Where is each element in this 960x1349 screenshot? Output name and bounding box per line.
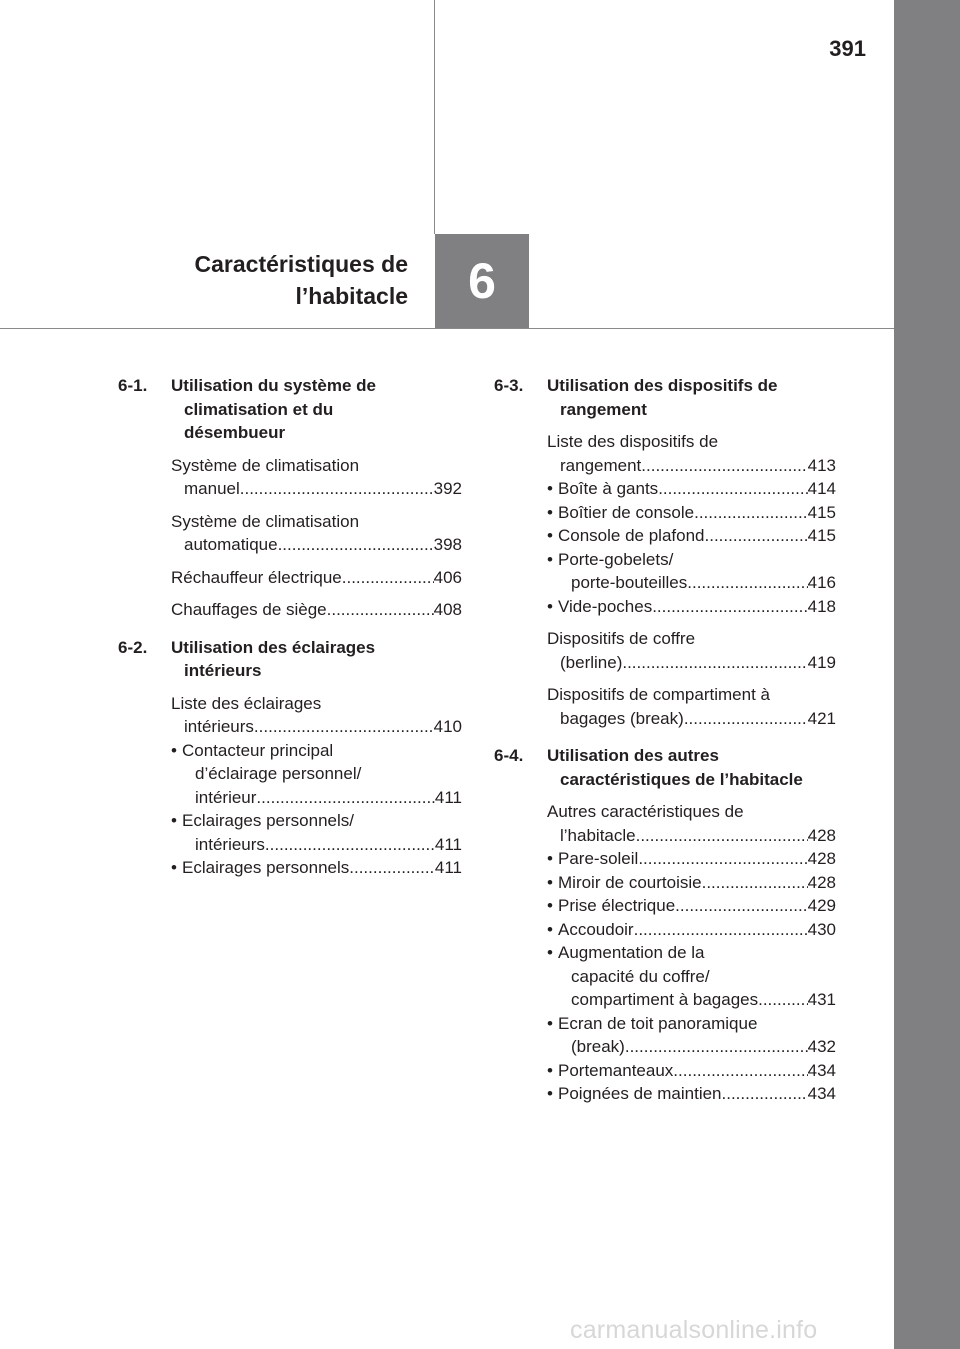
bullet: • xyxy=(547,479,553,498)
entry-text: (break) xyxy=(571,1037,625,1056)
toc-entry[interactable] xyxy=(494,430,836,477)
leader-dots xyxy=(254,715,434,739)
toc-entry[interactable] xyxy=(118,566,462,590)
page-ref: 428 xyxy=(807,849,836,868)
leader-dots xyxy=(240,477,434,501)
entry-text: capacité du coffre/ xyxy=(571,966,710,986)
toc-entry[interactable] xyxy=(118,454,462,501)
entry-text: Ecran de toit panoramique xyxy=(558,1013,758,1033)
toc-entry[interactable] xyxy=(494,683,836,730)
chapter-title xyxy=(120,248,408,312)
toc-section-6-2 xyxy=(118,636,462,880)
section-title-line: climatisation et du xyxy=(184,399,334,419)
leader-dots xyxy=(265,833,435,857)
entry-text: Console de plafond xyxy=(558,526,705,545)
entry-text: Liste des éclairages xyxy=(171,693,322,713)
section-number: 6-1. xyxy=(118,376,148,395)
entry-text: Système de climatisation xyxy=(171,455,360,475)
page-ref: 398 xyxy=(433,535,462,554)
page-ref: 432 xyxy=(807,1037,836,1056)
toc-sub-entry[interactable] xyxy=(494,477,836,501)
leader-dots xyxy=(638,847,807,871)
bullet: • xyxy=(171,740,177,760)
bullet: • xyxy=(547,596,553,616)
leader-dots xyxy=(694,501,808,525)
bullet: • xyxy=(547,549,553,569)
section-title-line: Utilisation du système de xyxy=(171,376,376,395)
section-title-line: désembueur xyxy=(184,423,286,442)
toc-sub-entry[interactable] xyxy=(494,1059,836,1083)
bullet: • xyxy=(547,872,553,892)
entry-text: Chauffages de siège xyxy=(171,600,327,619)
section-title-line: Utilisation des dispositifs de xyxy=(547,376,778,395)
bullet: • xyxy=(171,811,177,830)
toc-sub-entry[interactable] xyxy=(494,548,836,595)
section-number: 6-2. xyxy=(118,637,148,657)
bullet: • xyxy=(547,502,553,522)
entry-text: Pare-soleil xyxy=(558,849,639,868)
leader-dots xyxy=(658,477,807,501)
toc-entry[interactable] xyxy=(494,800,836,847)
page-ref: 431 xyxy=(807,990,836,1009)
entry-text: Eclairages personnels xyxy=(182,858,350,877)
bullet: • xyxy=(547,849,553,868)
entry-text: Dispositifs de compartiment à xyxy=(547,685,770,704)
entry-text: automatique xyxy=(184,535,278,554)
page-ref: 413 xyxy=(807,455,836,475)
section-number: 6-3. xyxy=(494,376,524,395)
leader-dots xyxy=(722,1082,808,1106)
entry-text: intérieur xyxy=(195,787,257,807)
leader-dots xyxy=(641,454,807,478)
toc-sub-entry[interactable] xyxy=(118,739,462,810)
entry-text: l’habitacle xyxy=(560,825,636,845)
entry-text: Portemanteaux xyxy=(558,1060,674,1080)
chapter-title-line1: Caractéristiques de xyxy=(194,251,408,277)
bullet: • xyxy=(547,943,553,962)
section-heading[interactable] xyxy=(494,374,836,421)
page-ref: 408 xyxy=(433,600,462,619)
entry-text: Boîte à gants xyxy=(558,479,659,498)
page-number: 391 xyxy=(829,36,866,61)
page-ref: 416 xyxy=(807,573,836,592)
page-ref: 434 xyxy=(807,1060,836,1080)
leader-dots xyxy=(758,988,808,1012)
bullet: • xyxy=(547,919,553,939)
section-title-line: rangement xyxy=(560,399,647,419)
entry-text: intérieurs xyxy=(195,834,265,854)
page-ref: 415 xyxy=(807,526,836,545)
entry-text: Accoudoir xyxy=(558,919,634,939)
leader-dots xyxy=(327,598,434,622)
toc-sub-entry[interactable] xyxy=(494,871,836,895)
section-heading[interactable] xyxy=(118,374,462,445)
page-ref: 414 xyxy=(807,479,836,498)
toc-section-6-1 xyxy=(118,374,462,622)
entry-text: Contacteur principal xyxy=(182,740,334,760)
section-heading[interactable] xyxy=(118,636,462,683)
entry-text: intérieurs xyxy=(184,717,254,736)
bullet: • xyxy=(171,858,177,877)
entry-text: Système de climatisation xyxy=(171,511,360,531)
toc-sub-entry[interactable] xyxy=(494,941,836,1012)
leader-dots xyxy=(673,1059,807,1083)
header-vertical-rule xyxy=(434,0,435,234)
page-ref: 434 xyxy=(807,1084,836,1103)
entry-text: Augmentation de la xyxy=(558,943,705,962)
page-ref: 406 xyxy=(433,567,462,587)
toc-section-6-4 xyxy=(494,744,836,1106)
entry-text: bagages (break) xyxy=(560,708,684,728)
entry-text: Poignées de maintien xyxy=(558,1084,722,1103)
section-title-line: Utilisation des éclairages xyxy=(171,637,376,657)
page-ref: 430 xyxy=(807,919,836,939)
leader-dots xyxy=(634,918,808,942)
page-ref: 392 xyxy=(433,479,462,498)
section-number: 6-4. xyxy=(494,746,524,765)
page-ref: 428 xyxy=(807,872,836,892)
watermark: carmanualsonline.info xyxy=(570,1316,818,1344)
leader-dots xyxy=(652,595,807,619)
page-ref: 415 xyxy=(807,502,836,522)
chapter-title-line2: l’habitacle xyxy=(295,283,408,309)
entry-text: Miroir de courtoisie xyxy=(558,872,702,892)
entry-text: d’éclairage personnel/ xyxy=(195,764,362,783)
toc-entry[interactable] xyxy=(118,692,462,739)
entry-text: Prise électrique xyxy=(558,896,676,915)
section-title-line: caractéristiques de l’habitacle xyxy=(560,769,803,789)
bullet: • xyxy=(547,526,553,545)
entry-text: Porte-gobelets/ xyxy=(558,549,674,569)
page-ref: 418 xyxy=(807,596,836,616)
toc-section-6-3 xyxy=(494,374,836,730)
leader-dots xyxy=(256,786,434,810)
page-ref: 421 xyxy=(807,708,836,728)
page-ref: 428 xyxy=(807,825,836,845)
entry-text: (berline) xyxy=(560,652,623,672)
toc-sub-entry[interactable] xyxy=(118,856,462,880)
bullet: • xyxy=(547,1060,553,1080)
toc-column-left xyxy=(118,374,462,889)
leader-dots xyxy=(349,856,435,880)
leader-dots xyxy=(702,871,808,895)
leader-dots xyxy=(622,651,807,675)
bullet: • xyxy=(547,896,553,915)
entry-text: Dispositifs de coffre xyxy=(547,629,696,648)
entry-text: compartiment à bagages xyxy=(571,990,759,1009)
page-ref: 410 xyxy=(433,717,462,736)
leader-dots xyxy=(625,1035,808,1059)
chapter-side-tab xyxy=(894,0,960,1349)
page-ref: 419 xyxy=(807,652,836,672)
entry-text: Réchauffeur électrique xyxy=(171,567,342,587)
leader-dots xyxy=(684,707,808,731)
toc-sub-entry[interactable] xyxy=(494,501,836,525)
page-ref: 411 xyxy=(434,858,462,877)
toc-entry[interactable] xyxy=(118,598,462,622)
section-heading[interactable] xyxy=(494,744,836,791)
leader-dots xyxy=(636,824,808,848)
toc-entry[interactable] xyxy=(118,510,462,557)
toc-sub-entry[interactable] xyxy=(494,918,836,942)
entry-text: Boîtier de console xyxy=(558,502,695,522)
toc-sub-entry[interactable] xyxy=(118,809,462,856)
toc-sub-entry[interactable] xyxy=(494,524,836,548)
toc-entry[interactable] xyxy=(494,627,836,674)
section-title-line: Utilisation des autres xyxy=(547,746,719,765)
leader-dots xyxy=(705,524,808,548)
entry-text: Liste des dispositifs de xyxy=(547,432,719,451)
page-ref: 429 xyxy=(807,896,836,915)
header-horizontal-rule xyxy=(0,328,894,329)
chapter-number-box: 6 xyxy=(435,234,529,328)
entry-text: Eclairages personnels/ xyxy=(182,811,354,830)
entry-text: porte-bouteilles xyxy=(571,573,688,592)
entry-text: rangement xyxy=(560,455,642,475)
toc-sub-entry[interactable] xyxy=(494,894,836,918)
page-ref: 411 xyxy=(434,834,462,854)
toc-sub-entry[interactable] xyxy=(494,595,836,619)
toc-sub-entry[interactable] xyxy=(494,1082,836,1106)
entry-text: Vide-poches xyxy=(558,596,653,616)
leader-dots xyxy=(278,533,434,557)
leader-dots xyxy=(675,894,807,918)
page-ref: 411 xyxy=(434,787,462,807)
entry-text: manuel xyxy=(184,479,240,498)
leader-dots xyxy=(342,566,434,590)
section-title-line: intérieurs xyxy=(184,661,262,680)
toc-column-right xyxy=(494,374,836,1115)
toc-sub-entry[interactable] xyxy=(494,847,836,871)
toc-sub-entry[interactable] xyxy=(494,1012,836,1059)
leader-dots xyxy=(687,571,807,595)
bullet: • xyxy=(547,1084,553,1103)
bullet: • xyxy=(547,1013,553,1033)
entry-text: Autres caractéristiques de xyxy=(547,802,744,821)
